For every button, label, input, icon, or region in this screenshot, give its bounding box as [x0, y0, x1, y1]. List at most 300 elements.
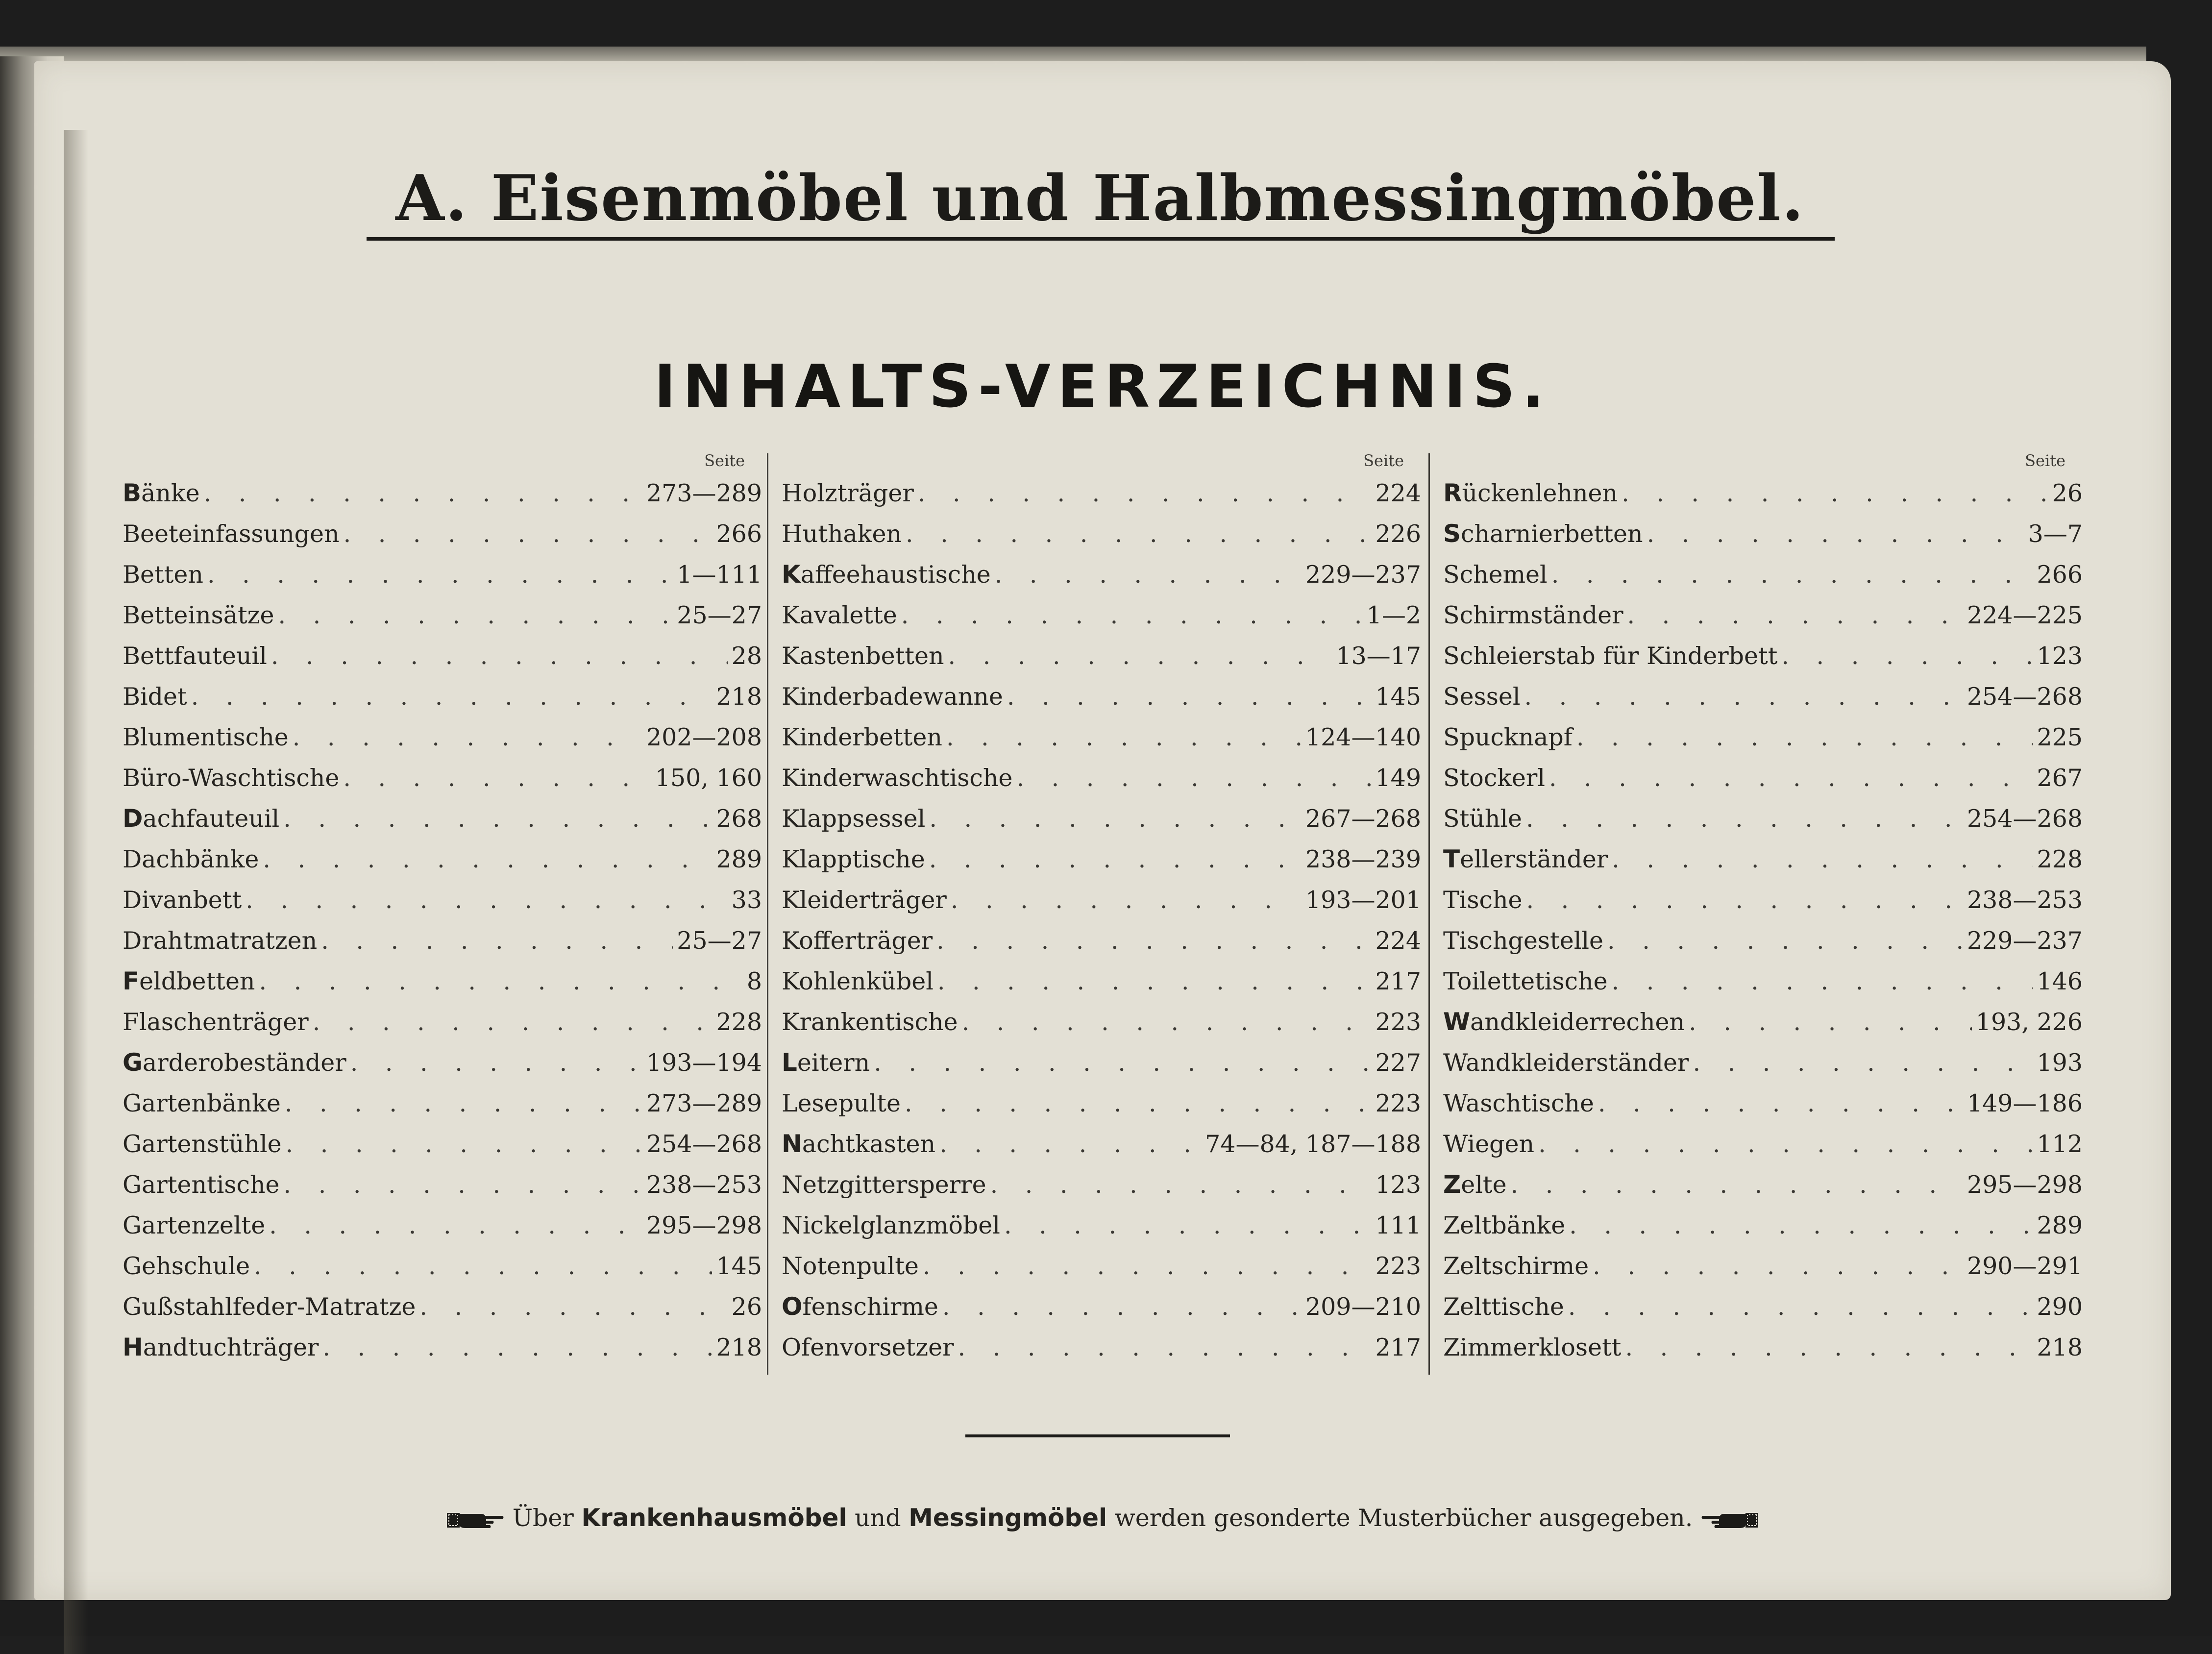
entry-name	[1443, 961, 1608, 1002]
entry-label: Schirmständer	[1443, 601, 1623, 629]
entry-label: Netzgittersperre	[782, 1171, 986, 1199]
entry-label: Flaschenträger	[123, 1008, 309, 1036]
pointing-hand-left-icon	[1700, 1509, 1759, 1531]
entry-label: Bettfauteuil	[123, 642, 267, 670]
dot-leader	[990, 1164, 1372, 1205]
index-entry	[782, 1246, 1421, 1286]
page-column-label: Seite	[704, 451, 745, 470]
entry-label: Krankentische	[782, 1008, 958, 1036]
entry-page-number: 254—268	[646, 1130, 762, 1158]
index-entry	[123, 839, 762, 880]
entry-page-number: 25—27	[677, 927, 762, 955]
entry-initial: T	[1443, 845, 1460, 873]
footer-text-2: und	[855, 1504, 901, 1532]
index-entry	[782, 798, 1421, 839]
entry-name	[782, 1327, 954, 1368]
entry-page-number: 217	[1375, 1333, 1421, 1361]
entry-label: charnierbetten	[1461, 520, 1643, 548]
dot-leader	[929, 798, 1302, 839]
dot-leader	[1526, 880, 1963, 920]
entry-page-number: 295—298	[646, 1211, 762, 1239]
entry-initial: K	[782, 560, 801, 589]
dot-leader	[344, 514, 713, 554]
entry-name	[1443, 1002, 1685, 1042]
index-entry	[123, 1002, 762, 1042]
index-entry	[123, 758, 762, 798]
entry-name	[782, 1164, 986, 1205]
dot-leader	[929, 839, 1302, 880]
entry-label: Kastenbetten	[782, 642, 944, 670]
entry-page-number: 3—7	[2028, 520, 2083, 548]
index-entry	[1443, 1124, 2083, 1164]
entry-name	[782, 1246, 919, 1286]
entry-label: andkleiderrechen	[1470, 1008, 1685, 1036]
entry-page-number: 254—268	[1966, 805, 2083, 833]
entry-label: Gartentische	[123, 1171, 280, 1199]
dot-leader	[1625, 1327, 2033, 1368]
index-entry	[782, 1286, 1421, 1327]
dot-leader	[321, 920, 673, 961]
entry-label: Gartenbänke	[123, 1089, 281, 1117]
entry-page-number: 25—27	[677, 601, 762, 629]
entry-initial: G	[123, 1048, 143, 1077]
entry-name	[123, 514, 340, 554]
dot-leader	[350, 1042, 642, 1083]
index-entry	[1443, 717, 2083, 758]
entry-page-number: 218	[716, 683, 762, 711]
dot-leader	[1524, 676, 1963, 717]
entry-name	[782, 1042, 870, 1083]
dot-leader	[343, 758, 651, 798]
entry-label: Kinderbadewanne	[782, 683, 1003, 711]
entry-label: Gartenzelte	[123, 1211, 266, 1239]
entry-label: Tische	[1443, 886, 1523, 914]
entry-page-number: 193—201	[1305, 886, 1421, 914]
entry-name	[1443, 636, 1777, 676]
entry-name	[782, 758, 1012, 798]
page-title: A. Eisenmöbel und Halbmessingmöbel.	[395, 162, 1805, 235]
dot-leader	[1016, 758, 1371, 798]
entry-name	[1443, 1083, 1594, 1124]
dot-leader	[191, 676, 713, 717]
entry-name	[782, 1205, 1000, 1246]
entry-label: Gußstahlfeder-Matratze	[123, 1293, 416, 1321]
page-column-label: Seite	[1363, 451, 1404, 470]
entry-label: Sessel	[1443, 683, 1521, 711]
entry-page-number: 149—186	[1966, 1089, 2083, 1117]
dot-leader	[1007, 676, 1372, 717]
dot-leader	[246, 880, 727, 920]
index-entry	[1443, 1164, 2083, 1205]
entry-initial: F	[123, 967, 140, 995]
entry-label: eitern	[797, 1049, 870, 1077]
entry-name	[1443, 839, 1608, 880]
index-entry	[123, 676, 762, 717]
entry-page-number: 202—208	[646, 723, 762, 751]
entry-name	[123, 1246, 250, 1286]
entry-page-number: 218	[716, 1333, 762, 1361]
entry-label: Gartenstühle	[123, 1130, 282, 1158]
index-entry	[782, 880, 1421, 920]
dot-leader	[1598, 1083, 1963, 1124]
dot-leader	[962, 1002, 1372, 1042]
entry-initial: H	[123, 1333, 143, 1361]
entry-name	[1443, 1205, 1565, 1246]
index-entry	[123, 1042, 762, 1083]
index-entry	[782, 595, 1421, 636]
dot-leader	[1569, 1205, 2033, 1246]
index-entry	[123, 1083, 762, 1124]
index-entry	[1443, 1327, 2083, 1368]
entry-name	[782, 676, 1003, 717]
dot-leader	[946, 717, 1302, 758]
entry-label: Toilettetische	[1443, 967, 1608, 995]
entry-initial: Z	[1443, 1170, 1461, 1199]
entry-page-number: 229—237	[1305, 561, 1421, 589]
footer-text-3: werden gesonderte Musterbücher ausgegeben.	[1114, 1504, 1693, 1532]
entry-page-number: 13—17	[1336, 642, 1421, 670]
entry-label: Divanbett	[123, 886, 242, 914]
dot-leader	[1549, 758, 2033, 798]
entry-page-number: 112	[2037, 1130, 2083, 1158]
entry-name	[1443, 1286, 1564, 1327]
entry-page-number: 193—194	[646, 1049, 762, 1077]
entry-label: Büro-Waschtische	[123, 764, 340, 792]
index-entry	[782, 1002, 1421, 1042]
index-entry	[782, 1083, 1421, 1124]
dot-leader	[906, 514, 1371, 554]
dot-leader	[1004, 1205, 1371, 1246]
index-entry	[1443, 514, 2083, 554]
index-entry	[782, 758, 1421, 798]
entry-page-number: 289	[716, 845, 762, 873]
entry-label: elte	[1461, 1171, 1507, 1199]
dot-leader	[995, 554, 1302, 595]
entry-name	[123, 880, 242, 920]
index-columns	[120, 448, 2083, 1380]
entry-list	[1443, 473, 2083, 1368]
entry-page-number: 146	[2037, 967, 2083, 995]
entry-name	[782, 514, 902, 554]
index-entry	[1443, 839, 2083, 880]
entry-name	[123, 595, 274, 636]
dot-leader	[874, 1042, 1371, 1083]
entry-name	[123, 1164, 280, 1205]
entry-page-number: 289	[2037, 1211, 2083, 1239]
index-entry	[782, 1327, 1421, 1368]
entry-label: Kinderwaschtische	[782, 764, 1013, 792]
index-entry	[1443, 920, 2083, 961]
entry-name	[782, 1124, 935, 1164]
entry-name	[782, 473, 914, 514]
entry-initial: N	[782, 1130, 802, 1158]
entry-label: eldbetten	[139, 967, 255, 995]
entry-name	[1443, 1327, 1621, 1368]
entry-name	[1443, 676, 1521, 717]
entry-page-number: 238—253	[1966, 886, 2083, 914]
entry-name	[123, 1042, 346, 1083]
index-entry	[1443, 758, 2083, 798]
entry-page-number: 1—2	[1366, 601, 1421, 629]
entry-name	[782, 595, 897, 636]
dot-leader	[951, 880, 1302, 920]
entry-page-number: 28	[731, 642, 762, 670]
entry-page-number: 145	[1375, 683, 1421, 711]
dot-leader	[419, 1286, 727, 1327]
dot-leader	[1693, 1042, 2033, 1083]
entry-page-number: 295—298	[1966, 1171, 2083, 1199]
index-entry	[1443, 1002, 2083, 1042]
entry-page-number: 8	[746, 967, 762, 995]
entry-name	[123, 676, 187, 717]
index-entry	[123, 595, 762, 636]
entry-page-number: 150, 160	[655, 764, 762, 792]
entry-page-number: 266	[2037, 561, 2083, 589]
entry-page-number: 209—210	[1305, 1293, 1421, 1321]
column-divider	[767, 453, 768, 1375]
entry-name	[123, 1205, 265, 1246]
entry-page-number: 290	[2037, 1293, 2083, 1321]
index-column-2	[782, 448, 1421, 1368]
entry-label: Spucknapf	[1443, 723, 1573, 751]
dot-leader	[285, 1083, 642, 1124]
entry-page-number: 229—237	[1966, 927, 2083, 955]
entry-list	[782, 473, 1421, 1368]
dot-leader	[1607, 920, 1963, 961]
entry-page-number: 224	[1375, 927, 1421, 955]
dot-leader	[313, 1002, 713, 1042]
entry-name	[123, 839, 259, 880]
dot-leader	[942, 1286, 1302, 1327]
entry-label: Blumentische	[123, 723, 289, 751]
entry-page-number: 223	[1375, 1089, 1421, 1117]
entry-label: arderobeständer	[143, 1049, 346, 1077]
entry-label: fenschirme	[802, 1293, 938, 1321]
index-entry	[782, 1164, 1421, 1205]
entry-name	[782, 920, 933, 961]
entry-label: änke	[141, 479, 200, 507]
entry-page-number: 228	[716, 1008, 762, 1036]
index-entry	[1443, 1042, 2083, 1083]
entry-name	[1443, 920, 1603, 961]
index-entry	[123, 717, 762, 758]
dot-leader	[1511, 1164, 1963, 1205]
entry-label: achfauteuil	[143, 805, 280, 833]
index-entry	[1443, 880, 2083, 920]
dot-leader	[901, 595, 1363, 636]
index-entry	[123, 1205, 762, 1246]
index-entry	[123, 473, 762, 514]
entry-name	[782, 1002, 958, 1042]
entry-label: Schemel	[1443, 561, 1548, 589]
index-entry	[1443, 676, 2083, 717]
entry-name	[782, 636, 944, 676]
entry-initial: B	[123, 479, 142, 507]
entry-name	[1443, 514, 1643, 554]
dot-leader	[1551, 554, 2033, 595]
entry-name	[1443, 1124, 1534, 1164]
entry-name	[1443, 717, 1573, 758]
entry-list	[123, 473, 762, 1368]
entry-page-number: 268	[716, 805, 762, 833]
entry-name	[123, 717, 289, 758]
entry-name	[123, 758, 339, 798]
dot-leader	[1593, 1246, 1963, 1286]
dot-leader	[923, 1246, 1372, 1286]
entry-page-number: 218	[2037, 1333, 2083, 1361]
entry-label: Betten	[123, 561, 203, 589]
index-entry	[123, 880, 762, 920]
entry-label: Drahtmatratzen	[123, 927, 318, 955]
dot-leader	[1526, 798, 1963, 839]
entry-page-number: 266	[716, 520, 762, 548]
index-heading: INHALTS-VERZEICHNIS.	[654, 353, 1551, 421]
entry-label: Betteinsätze	[123, 601, 274, 629]
index-entry	[782, 554, 1421, 595]
entry-label: Kavalette	[782, 601, 897, 629]
entry-name	[123, 1286, 416, 1327]
entry-name	[782, 1083, 901, 1124]
entry-label: Kohlenkübel	[782, 967, 934, 995]
index-entry	[782, 839, 1421, 880]
dot-leader	[204, 473, 642, 514]
entry-name	[1443, 1164, 1507, 1205]
dot-leader	[936, 920, 1371, 961]
entry-label: Wiegen	[1443, 1130, 1535, 1158]
dot-leader	[259, 961, 743, 1002]
dot-leader	[1781, 636, 2033, 676]
entry-name	[123, 961, 255, 1002]
entry-page-number: 223	[1375, 1008, 1421, 1036]
pointing-hand-right-icon	[446, 1509, 505, 1531]
entry-page-number: 224	[1375, 479, 1421, 507]
entry-label: ückenlehnen	[1462, 479, 1618, 507]
index-entry	[123, 961, 762, 1002]
entry-name	[782, 554, 991, 595]
footer-text-1: Über	[512, 1504, 574, 1532]
index-entry	[123, 554, 762, 595]
entry-name	[123, 1002, 309, 1042]
dot-leader	[254, 1246, 712, 1286]
index-entry	[123, 920, 762, 961]
index-entry	[123, 1164, 762, 1205]
index-entry	[1443, 636, 2083, 676]
index-entry	[1443, 554, 2083, 595]
entry-label: Waschtische	[1443, 1089, 1594, 1117]
dot-leader	[1622, 473, 2048, 514]
entry-label: Beeteinfassungen	[123, 520, 340, 548]
entry-label: Nickelglanzmöbel	[782, 1211, 1000, 1239]
entry-label: Ofenvorsetzer	[782, 1333, 954, 1361]
index-entry	[782, 717, 1421, 758]
dot-leader	[1647, 514, 2024, 554]
dot-leader	[1538, 1124, 2033, 1164]
index-entry	[1443, 1286, 2083, 1327]
entry-page-number: 123	[1375, 1171, 1421, 1199]
entry-page-number: 273—289	[646, 1089, 762, 1117]
dot-leader	[293, 717, 642, 758]
entry-page-number: 223	[1375, 1252, 1421, 1280]
dot-leader	[283, 798, 712, 839]
entry-name	[782, 961, 934, 1002]
index-entry	[782, 961, 1421, 1002]
entry-page-number: 254—268	[1966, 683, 2083, 711]
dot-leader	[958, 1327, 1372, 1368]
entry-page-number: 238—253	[646, 1171, 762, 1199]
entry-name	[1443, 595, 1623, 636]
entry-page-number: 227	[1375, 1049, 1421, 1077]
entry-label: Wandkleiderständer	[1443, 1049, 1689, 1077]
entry-initial: S	[1443, 519, 1461, 548]
index-column-1	[123, 448, 762, 1368]
entry-page-number: 145	[716, 1252, 762, 1280]
entry-page-number: 228	[2037, 845, 2083, 873]
entry-page-number: 226	[1375, 520, 1421, 548]
column-divider	[1428, 453, 1430, 1375]
entry-initial: O	[782, 1292, 803, 1321]
entry-label: Kofferträger	[782, 927, 933, 955]
entry-page-number: 217	[1375, 967, 1421, 995]
page-column-label: Seite	[2025, 451, 2065, 470]
entry-label: Stühle	[1443, 805, 1523, 833]
entry-name	[1443, 473, 1618, 514]
dot-leader	[269, 1205, 642, 1246]
entry-label: Kleiderträger	[782, 886, 947, 914]
entry-page-number: 267	[2037, 764, 2083, 792]
entry-name	[782, 839, 925, 880]
entry-initial: L	[782, 1048, 797, 1077]
index-entry	[123, 636, 762, 676]
entry-label: Notenpulte	[782, 1252, 919, 1280]
index-entry	[1443, 1205, 2083, 1246]
index-entry	[1443, 595, 2083, 636]
entry-initial: W	[1443, 1008, 1471, 1036]
entry-name	[123, 554, 203, 595]
entry-page-number: 238—239	[1305, 845, 1421, 873]
footer-bold-1: Krankenhausmöbel	[581, 1504, 847, 1532]
dot-leader	[939, 1124, 1201, 1164]
entry-page-number: 224—225	[1966, 601, 2083, 629]
entry-page-number: 290—291	[1966, 1252, 2083, 1280]
dot-leader	[948, 636, 1332, 676]
index-entry	[123, 798, 762, 839]
entry-name	[1443, 880, 1523, 920]
entry-label: Zeltschirme	[1443, 1252, 1589, 1280]
index-entry	[782, 1205, 1421, 1246]
entry-label: Klapptische	[782, 845, 925, 873]
dot-leader	[263, 839, 712, 880]
dot-leader	[271, 636, 728, 676]
index-entry	[1443, 473, 2083, 514]
dot-leader	[322, 1327, 712, 1368]
dot-leader	[918, 473, 1372, 514]
dot-leader	[1612, 839, 2033, 880]
entry-name	[123, 636, 267, 676]
dot-leader	[1627, 595, 1963, 636]
entry-name	[782, 1286, 938, 1327]
index-entry	[782, 676, 1421, 717]
entry-initial: D	[123, 804, 143, 833]
index-entry	[123, 1327, 762, 1368]
index-entry	[123, 1246, 762, 1286]
entry-page-number: 149	[1375, 764, 1421, 792]
index-column-3	[1443, 448, 2083, 1368]
entry-label: Tischgestelle	[1443, 927, 1604, 955]
entry-label: Kinderbetten	[782, 723, 942, 751]
index-entry	[1443, 961, 2083, 1002]
entry-name	[782, 798, 925, 839]
entry-initial: R	[1443, 479, 1462, 507]
